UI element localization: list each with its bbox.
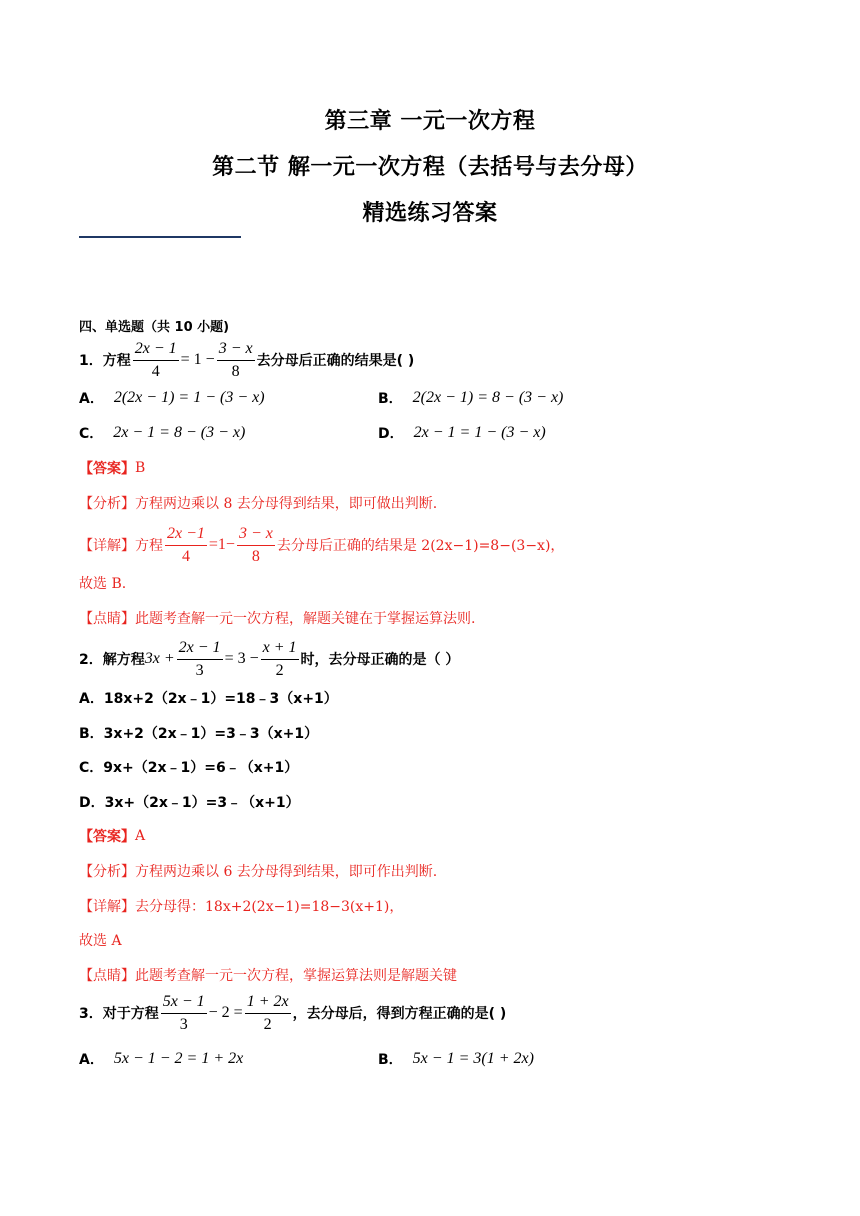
q1-fraction-2: $\frac{3 - x}{8}$ (218, 339, 253, 380)
q2-comment: 【点睛】 此题考查解一元一次方程，掌握运算法则是解题关键 (79, 968, 457, 984)
section-title: 第二节 解一元一次方程（去括号与去分母） (212, 155, 648, 180)
q1-stem (79, 340, 414, 380)
q2-option-a[interactable]: A．18x+2（2x﹣1）=18﹣3（x+1） (79, 691, 338, 707)
q3-option-b-row (378, 1049, 534, 1069)
q3-option-b[interactable]: B． 5x − 1 = 3(1 + 2x) (378, 1050, 534, 1068)
q1-stem-post: 去分母后正确的结果是( ) (256, 353, 415, 369)
q1-option-d[interactable]: D． 2x − 1 = 1 − (3 − x) (378, 424, 546, 442)
q2-stem-post: 时，去分母正确的是（ ） (300, 652, 460, 668)
q2-option-d[interactable]: D．3x+（2x﹣1）=3﹣（x+1） (79, 795, 300, 811)
q1-option-b-row (378, 388, 563, 408)
q1-option-c[interactable]: C． 2x − 1 = 8 − (3 − x) (79, 424, 246, 442)
q1-comment: 【点睛】 此题考查解一元一次方程，解题关键在于掌握运算法则. (79, 611, 476, 627)
section-heading: 四、单选题（共 10 小题) (79, 320, 230, 335)
q2-stem-pre: 解方程 (102, 652, 145, 668)
q2-stem: 2． 解方程 3x + $\frac{2x - 1}{3}$ = 3 − $\frac{x + 1}{2}$ 时，去分母正确的是（ ） (79, 638, 460, 679)
subtitle: 精选练习答案 (362, 201, 498, 226)
q1-detail: 【详解】 方程 $\frac{2x -1}{4}$ =1− $\frac{3 - x}{8}$ 去分母后正确的结果是 2(2x−1)=8−(3−x)， (79, 524, 565, 565)
q3-stem-pre: 对于方程 (102, 1006, 159, 1022)
q1-options-row-1 (79, 388, 265, 408)
q2-option-b[interactable]: B．3x+2（2x﹣1）=3﹣3（x+1） (79, 726, 319, 742)
q3-number: 3． (79, 1006, 103, 1022)
q2-fraction-1: $\frac{2x - 1}{3}$ (178, 638, 221, 679)
q2-number: 2． (79, 652, 103, 668)
q3-stem: 3． 对于方程 $\frac{5x - 1}{3}$ − 2 = $\frac{1 + 2x}{2}$ ，去分母后，得到方程正确的是( ) (79, 992, 507, 1033)
q1-option-b[interactable]: B． 2(2x − 1) = 8 − (3 − x) (378, 389, 564, 407)
q1-stem-pre: 方程 (102, 353, 131, 369)
q1-fraction-1: $\frac{2x - 1}{4}$ (134, 339, 177, 380)
q1-option-d-row (378, 423, 546, 443)
q3-fraction-1: $\frac{5x - 1}{3}$ (162, 992, 205, 1033)
q2-analysis: 【分析】 方程两边乘以 6 去分母得到结果，即可作出判断. (79, 864, 438, 880)
q1-options-row-2 (79, 423, 245, 443)
q3-option-a[interactable]: A． 5x − 1 − 2 = 1 + 2x (79, 1050, 244, 1068)
chapter-title: 第三章 一元一次方程 (324, 109, 536, 134)
q2-fraction-2: $\frac{x + 1}{2}$ (262, 638, 297, 679)
header-rule (79, 236, 241, 238)
q1-answer: 【答案】 B (79, 460, 146, 477)
q2-detail-cont: 故选 A (79, 933, 122, 949)
q1-option-a[interactable]: A． 2(2x − 1) = 1 − (3 − x) (79, 389, 265, 407)
q3-option-a-row (79, 1049, 243, 1069)
q1-detail-cont: 故选 B. (79, 576, 127, 592)
q1-detail-fraction-1: $\frac{2x -1}{4}$ (167, 524, 205, 565)
q2-option-c[interactable]: C．9x+（2x﹣1）=6﹣（x+1） (79, 760, 299, 776)
q1-mid: = 1 − (180, 351, 215, 368)
q3-stem-post: ，去分母后，得到方程正确的是( ) (292, 1006, 507, 1022)
q2-detail: 【详解】 去分母得：18x+2(2x−1)=18−3(x+1)， (79, 899, 404, 915)
q1-number: 1． (79, 353, 103, 369)
q1-detail-fraction-2: $\frac{3 - x}{8}$ (238, 524, 273, 565)
q1-analysis: 【分析】 方程两边乘以 8 去分母得到结果，即可做出判断. (79, 496, 438, 512)
q2-answer: 【答案】 A (79, 828, 146, 845)
q3-fraction-2: $\frac{1 + 2x}{2}$ (246, 992, 289, 1033)
